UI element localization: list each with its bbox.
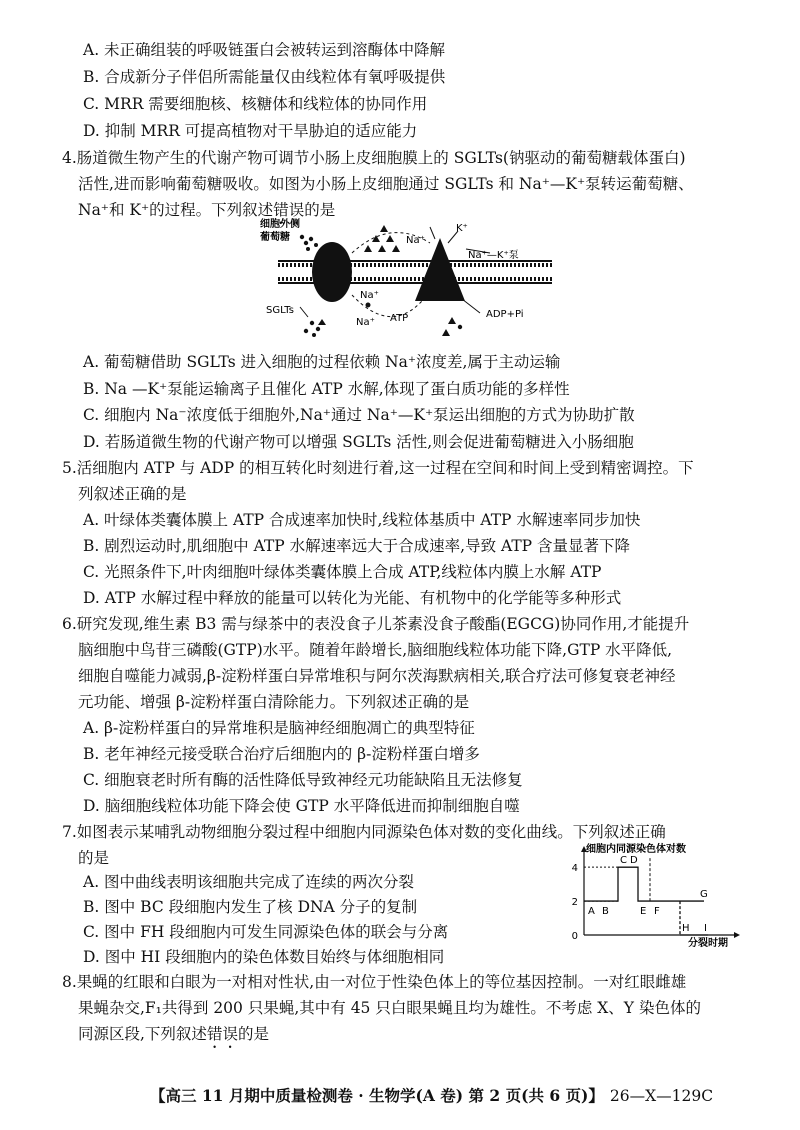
q6-stem-line1: 6.研究发现,维生素 B3 需与绿茶中的表没食子儿茶素没食子酸酯(EGCG)协同作用,才能提升 (62, 615, 690, 633)
sglts-label: SGLTs (266, 305, 294, 316)
q7-option-c: C. 图中 FH 段细胞内可发生同源染色体的联会与分离 (83, 923, 449, 941)
sglts-carrier (312, 242, 352, 302)
q6-option-d: D. 脑细胞线粒体功能下降会使 GTP 水平降低进而抑制细胞自噬 (83, 797, 520, 815)
homologous-pairs-chart (560, 840, 750, 950)
q4-stem-post: 的是 (304, 201, 336, 219)
q5-option-b: B. 剧烈运动时,肌细胞中 ATP 水解速率远大于合成速率,导致 ATP 含量显著下降 (83, 537, 631, 555)
q4-stem-line2: 活性,进而影响葡萄糖吸收。如图为小肠上皮细胞通过 SGLTs 和 Na⁺—K⁺泵转运葡萄糖、 (78, 175, 694, 193)
point-label-g: G (700, 889, 708, 901)
na-bottom-label: Na⁺ (356, 317, 375, 328)
k-top-label: K⁺ (456, 223, 468, 234)
point-label-b: B (602, 906, 609, 918)
point-label-f: F (654, 906, 660, 918)
q6-option-a: A. β-淀粉样蛋白的异常堆积是脑神经细胞凋亡的典型特征 (83, 719, 475, 737)
membrane-transport-diagram (240, 213, 570, 343)
q3-option-b: B. 合成新分子伴侣所需能量仅由线粒体有氧呼吸提供 (83, 68, 446, 86)
q3-option-a: A. 未正确组装的呼吸链蛋白会被转运到溶酶体中降解 (83, 41, 446, 59)
footer-text: 【高三 11 月期中质量检测卷 · 生物学(A 卷) 第 2 页(共 6 页)】 (150, 1086, 604, 1105)
q7-stem-line2: 的是 (78, 849, 110, 867)
q6-stem-line2: 脑细胞中鸟苷三磷酸(GTP)水平。随着年龄增长,脑细胞线粒体功能下降,GTP 水平降低, (78, 641, 673, 659)
point-label-a: A (588, 906, 595, 918)
page-footer (150, 1086, 713, 1106)
q4-emphasis: 错误 (273, 201, 305, 219)
outside-label-2: 葡萄糖 (260, 232, 290, 243)
point-label-c: C (620, 855, 627, 867)
q3-option-d: D. 抑制 MRR 可提高植物对干旱胁迫的适应能力 (83, 122, 418, 140)
q6-option-b: B. 老年神经元接受联合治疗后细胞内的 β-淀粉样蛋白增多 (83, 745, 480, 763)
q8-stem-line2: 果蝇杂交,F₁共得到 200 只果蝇,其中有 45 只白眼果蝇且均为雄性。不考虑 X、Y 染色体的 (78, 999, 701, 1017)
na-k-pump (415, 238, 465, 301)
na-pile-outside (364, 225, 400, 252)
q4-option-c: C. 细胞内 Na⁻浓度低于细胞外,Na⁺通过 Na⁺—K⁺泵运出细胞的方式为协助扩散 (83, 406, 635, 424)
point-label-d: D (630, 855, 638, 867)
point-label-i: I (704, 923, 707, 934)
q4-option-a: A. 葡萄糖借助 SGLTs 进入细胞的过程依赖 Na⁺浓度差,属于主动运输 (83, 353, 561, 371)
q7-option-d: D. 图中 HI 段细胞内的染色体数目始终与体细胞相同 (83, 948, 445, 966)
y-tick-0: 0 (571, 931, 578, 942)
outside-label-1: 细胞外侧 (260, 219, 300, 230)
q8-stem-post: 的是 (237, 1025, 269, 1043)
atp-label: ATP (390, 313, 409, 324)
q7-stem-line1: 7.如图表示某哺乳动物细胞分裂过程中细胞内同源染色体对数的变化曲线。下列叙述正确 (62, 823, 666, 841)
q3-option-c: C. MRR 需要细胞核、核糖体和线粒体的协同作用 (83, 95, 428, 113)
q4-option-d: D. 若肠道微生物的代谢产物可以增强 SGLTs 活性,则会促进葡萄糖进入小肠细胞 (83, 433, 634, 451)
q6-option-c: C. 细胞衰老时所有酶的活性降低导致神经元功能缺陷且无法修复 (83, 771, 523, 789)
chart-y-ticks (572, 863, 578, 942)
pump-label: Na⁺—K⁺泵 (468, 250, 519, 261)
y-tick-4: 4 (571, 863, 578, 875)
q6-stem-line3: 细胞自噬能力减弱,β-淀粉样蛋白异常堆积与阿尔茨海默病相关,联合疗法可修复衰老神经 (78, 667, 676, 685)
q5-option-a: A. 叶绿体类囊体膜上 ATP 合成速率加快时,线粒体基质中 ATP 水解速率同步加快 (83, 511, 641, 529)
glucose-inside (304, 319, 326, 337)
q4-stem-line1: 4.肠道微生物产生的代谢产物可调节小肠上皮细胞膜上的 SGLTs(钠驱动的葡萄糖载体蛋白) (62, 149, 686, 167)
q5-option-c: C. 光照条件下,叶肉细胞叶绿体类囊体膜上合成 ATP,线粒体内膜上水解 ATP (83, 563, 602, 581)
q5-stem-line2: 列叙述正确的是 (78, 485, 187, 503)
q7-option-b: B. 图中 BC 段细胞内发生了核 DNA 分子的复制 (83, 898, 418, 916)
q8-emphasis: 错误 (206, 1025, 238, 1043)
q7-option-a: A. 图中曲线表明该细胞共完成了连续的两次分裂 (83, 873, 415, 891)
na-inner-label: Na⁺ (360, 290, 379, 301)
q8-stem-line3 (78, 1024, 269, 1052)
curve-first-division (584, 867, 680, 901)
point-label-h: H (682, 923, 690, 934)
q4-option-b: B. Na —K⁺泵能运输离子且催化 ATP 水解,体现了蛋白质功能的多样性 (83, 380, 570, 398)
q8-stem-line1: 8.果蝇的红眼和白眼为一对相对性状,由一对位于性染色体上的等位基因控制。一对红眼雌雄 (62, 973, 687, 991)
na-top-label: Na⁺ (406, 235, 425, 246)
glucose-outside (300, 235, 318, 251)
q8-stem-pre: 同源区段,下列叙述 (78, 1025, 207, 1043)
point-label-e: E (640, 906, 647, 918)
k-inside (442, 317, 462, 336)
y-tick-2: 2 (571, 897, 578, 909)
q5-option-d: D. ATP 水解过程中释放的能量可以转化为光能、有机物中的化学能等多种形式 (83, 589, 622, 607)
q4-stem-pre: Na⁺和 K⁺的过程。下列叙述 (78, 201, 274, 219)
q6-stem-line4: 元功能、增强 β-淀粉样蛋白清除能力。下列叙述正确的是 (78, 693, 470, 711)
chart-ylabel: 细胞内同源染色体对数 (586, 844, 686, 855)
x-axis-arrow (734, 932, 740, 938)
chart-xlabel: 分裂时期 (688, 938, 728, 949)
adp-label: ADP+Pi (486, 309, 524, 320)
footer-code: 26—X—129C (609, 1087, 714, 1105)
q5-stem-line1: 5.活细胞内 ATP 与 ADP 的相互转化时刻进行着,这一过程在空间和时间上受到精密调控。下 (62, 459, 694, 477)
chart-axes (581, 846, 740, 938)
